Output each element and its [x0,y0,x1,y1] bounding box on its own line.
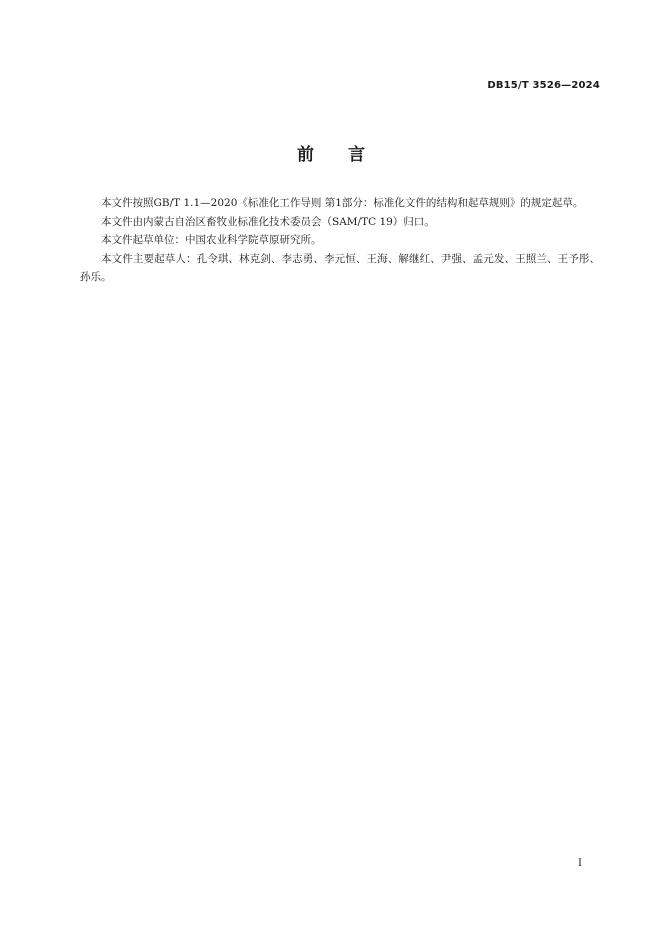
paragraph-drafting-basis: 本文件按照GB/T 1.1—2020《标准化工作导则 第1部分：标准化文件的结构和起草规则》的规定起草。 [101,197,584,209]
page-number: I [578,858,582,869]
title-char-2: 言 [348,145,365,165]
preface-body [80,194,600,287]
paragraph-main-drafters: 本文件主要起草人：孔令琪、林克剑、李志勇、李元恒、王海、解继红、尹强、孟元发、王照兰、王予彤、孙乐。 [80,252,600,283]
page-title [0,140,662,165]
paragraph-centralized-by: 本文件由内蒙古自治区畜牧业标准化技术委员会（SAM/TC 19）归口。 [101,215,435,228]
title-char-1: 前 [297,145,314,165]
paragraph-drafting-unit: 本文件起草单位：中国农业科学院草原研究所。 [101,234,322,246]
standard-code: DB15/T 3526—2024 [487,80,600,91]
